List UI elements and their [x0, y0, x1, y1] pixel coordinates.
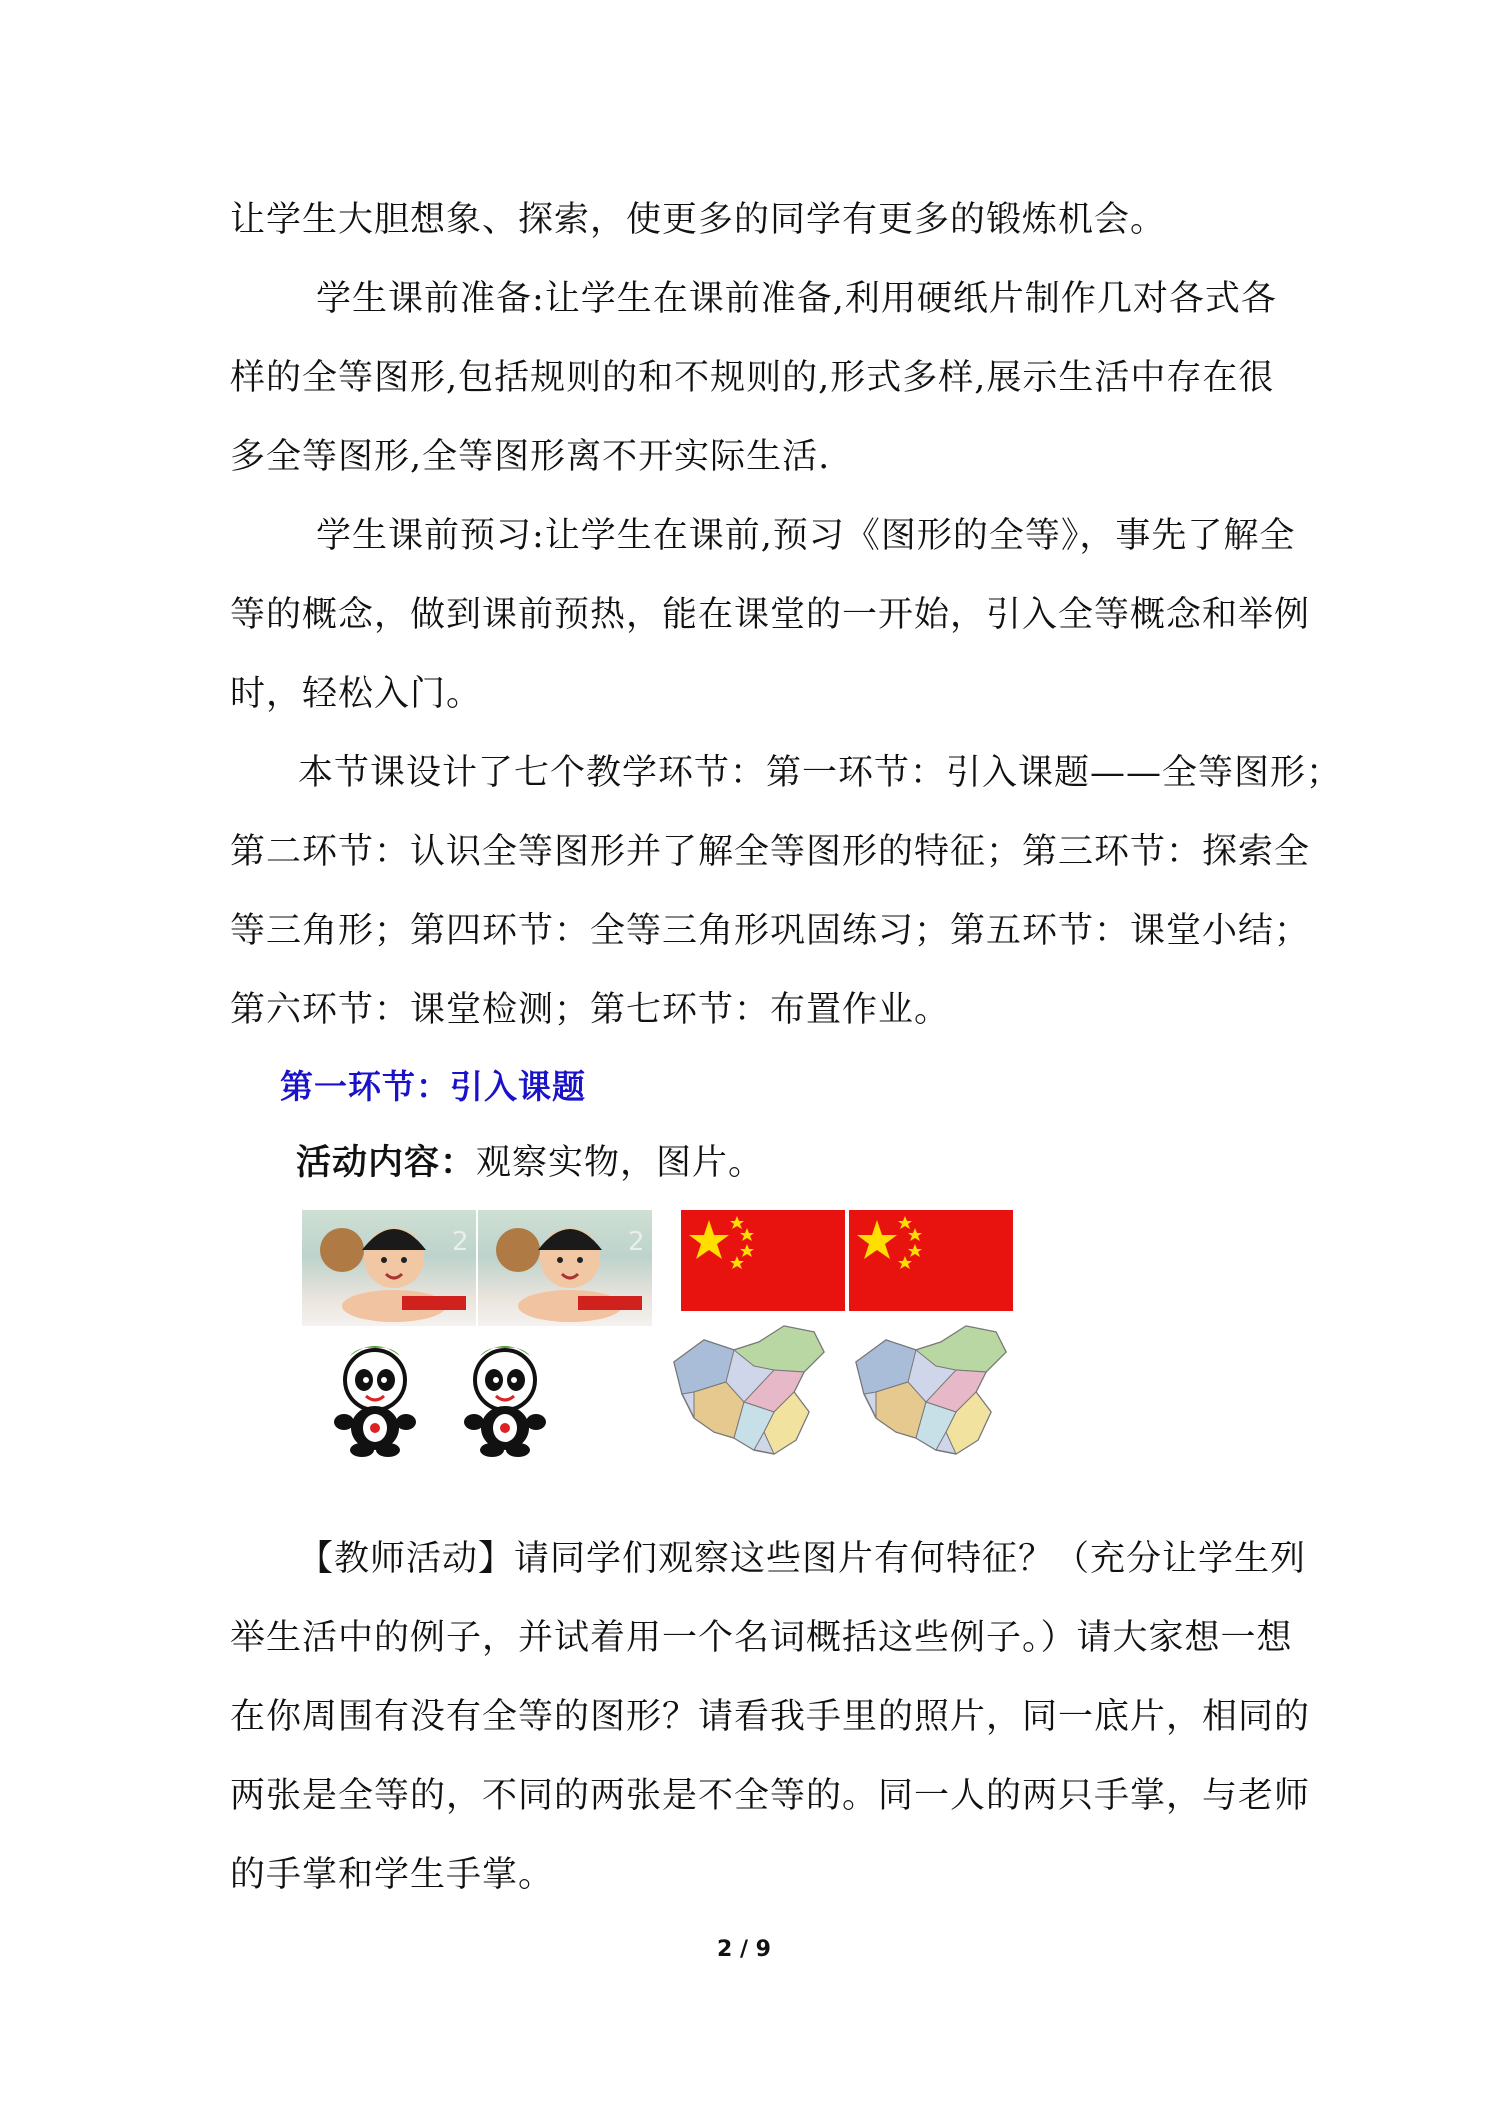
panda-mascot-icon [320, 1338, 430, 1458]
china-map-icon [846, 1322, 1016, 1462]
svg-text:2: 2 [628, 1227, 645, 1257]
china-flag-icon [681, 1210, 845, 1311]
paragraph-line: 在你周围有没有全等的图形？请看我手里的照片，同一底片，相同的 [230, 1697, 1311, 1737]
activity-text: 观察实物，图片。 [476, 1143, 765, 1183]
paragraph-line: 等三角形；第四环节：全等三角形巩固练习；第五环节：课堂小结； [230, 911, 1311, 951]
paragraph-line: 时，轻松入门。 [230, 674, 483, 714]
paragraph-line: 让学生大胆想象、探索，使更多的同学有更多的锻炼机会。 [230, 200, 1167, 240]
section-heading: 第一环节：引入课题 [280, 1067, 586, 1106]
paragraph-line: 的手掌和学生手掌。 [230, 1855, 555, 1895]
paragraph-line: 【教师活动】请同学们观察这些图片有何特征？（充分让学生列 [298, 1539, 1307, 1579]
baby-photo-icon [478, 1210, 652, 1326]
paragraph-line: 多全等图形,全等图形离不开实际生活. [230, 437, 831, 477]
paragraph-line: 两张是全等的，不同的两张是不全等的。同一人的两只手掌，与老师 [230, 1776, 1311, 1816]
panda-mascot-icon [450, 1338, 560, 1458]
paragraph-line: 本节课设计了七个教学环节：第一环节：引入课题——全等图形； [298, 753, 1343, 793]
activity-line [296, 1143, 1336, 1183]
paragraph-line: 样的全等图形,包括规则的和不规则的,形式多样,展示生活中存在很 [230, 358, 1275, 398]
page-number: 2 / 9 [717, 1937, 771, 1962]
china-flag-icon [849, 1210, 1013, 1311]
activity-label: 活动内容： [296, 1142, 477, 1183]
paragraph-line: 学生课前准备:让学生在课前准备,利用硬纸片制作几对各式各 [316, 279, 1277, 319]
paragraph-line: 学生课前预习:让学生在课前,预习《图形的全等》，事先了解全 [316, 516, 1296, 556]
baby-photo-icon [302, 1210, 476, 1326]
paragraph-line: 第六环节：课堂检测；第七环节：布置作业。 [230, 990, 951, 1030]
china-map-icon [664, 1322, 834, 1462]
paragraph-line: 第二环节：认识全等图形并了解全等图形的特征；第三环节：探索全 [230, 832, 1311, 872]
paragraph-line: 举生活中的例子，并试着用一个名词概括这些例子。）请大家想一想 [230, 1618, 1293, 1658]
svg-text:2: 2 [452, 1227, 469, 1257]
paragraph-line: 等的概念，做到课前预热，能在课堂的一开始，引入全等概念和举例 [230, 595, 1311, 635]
